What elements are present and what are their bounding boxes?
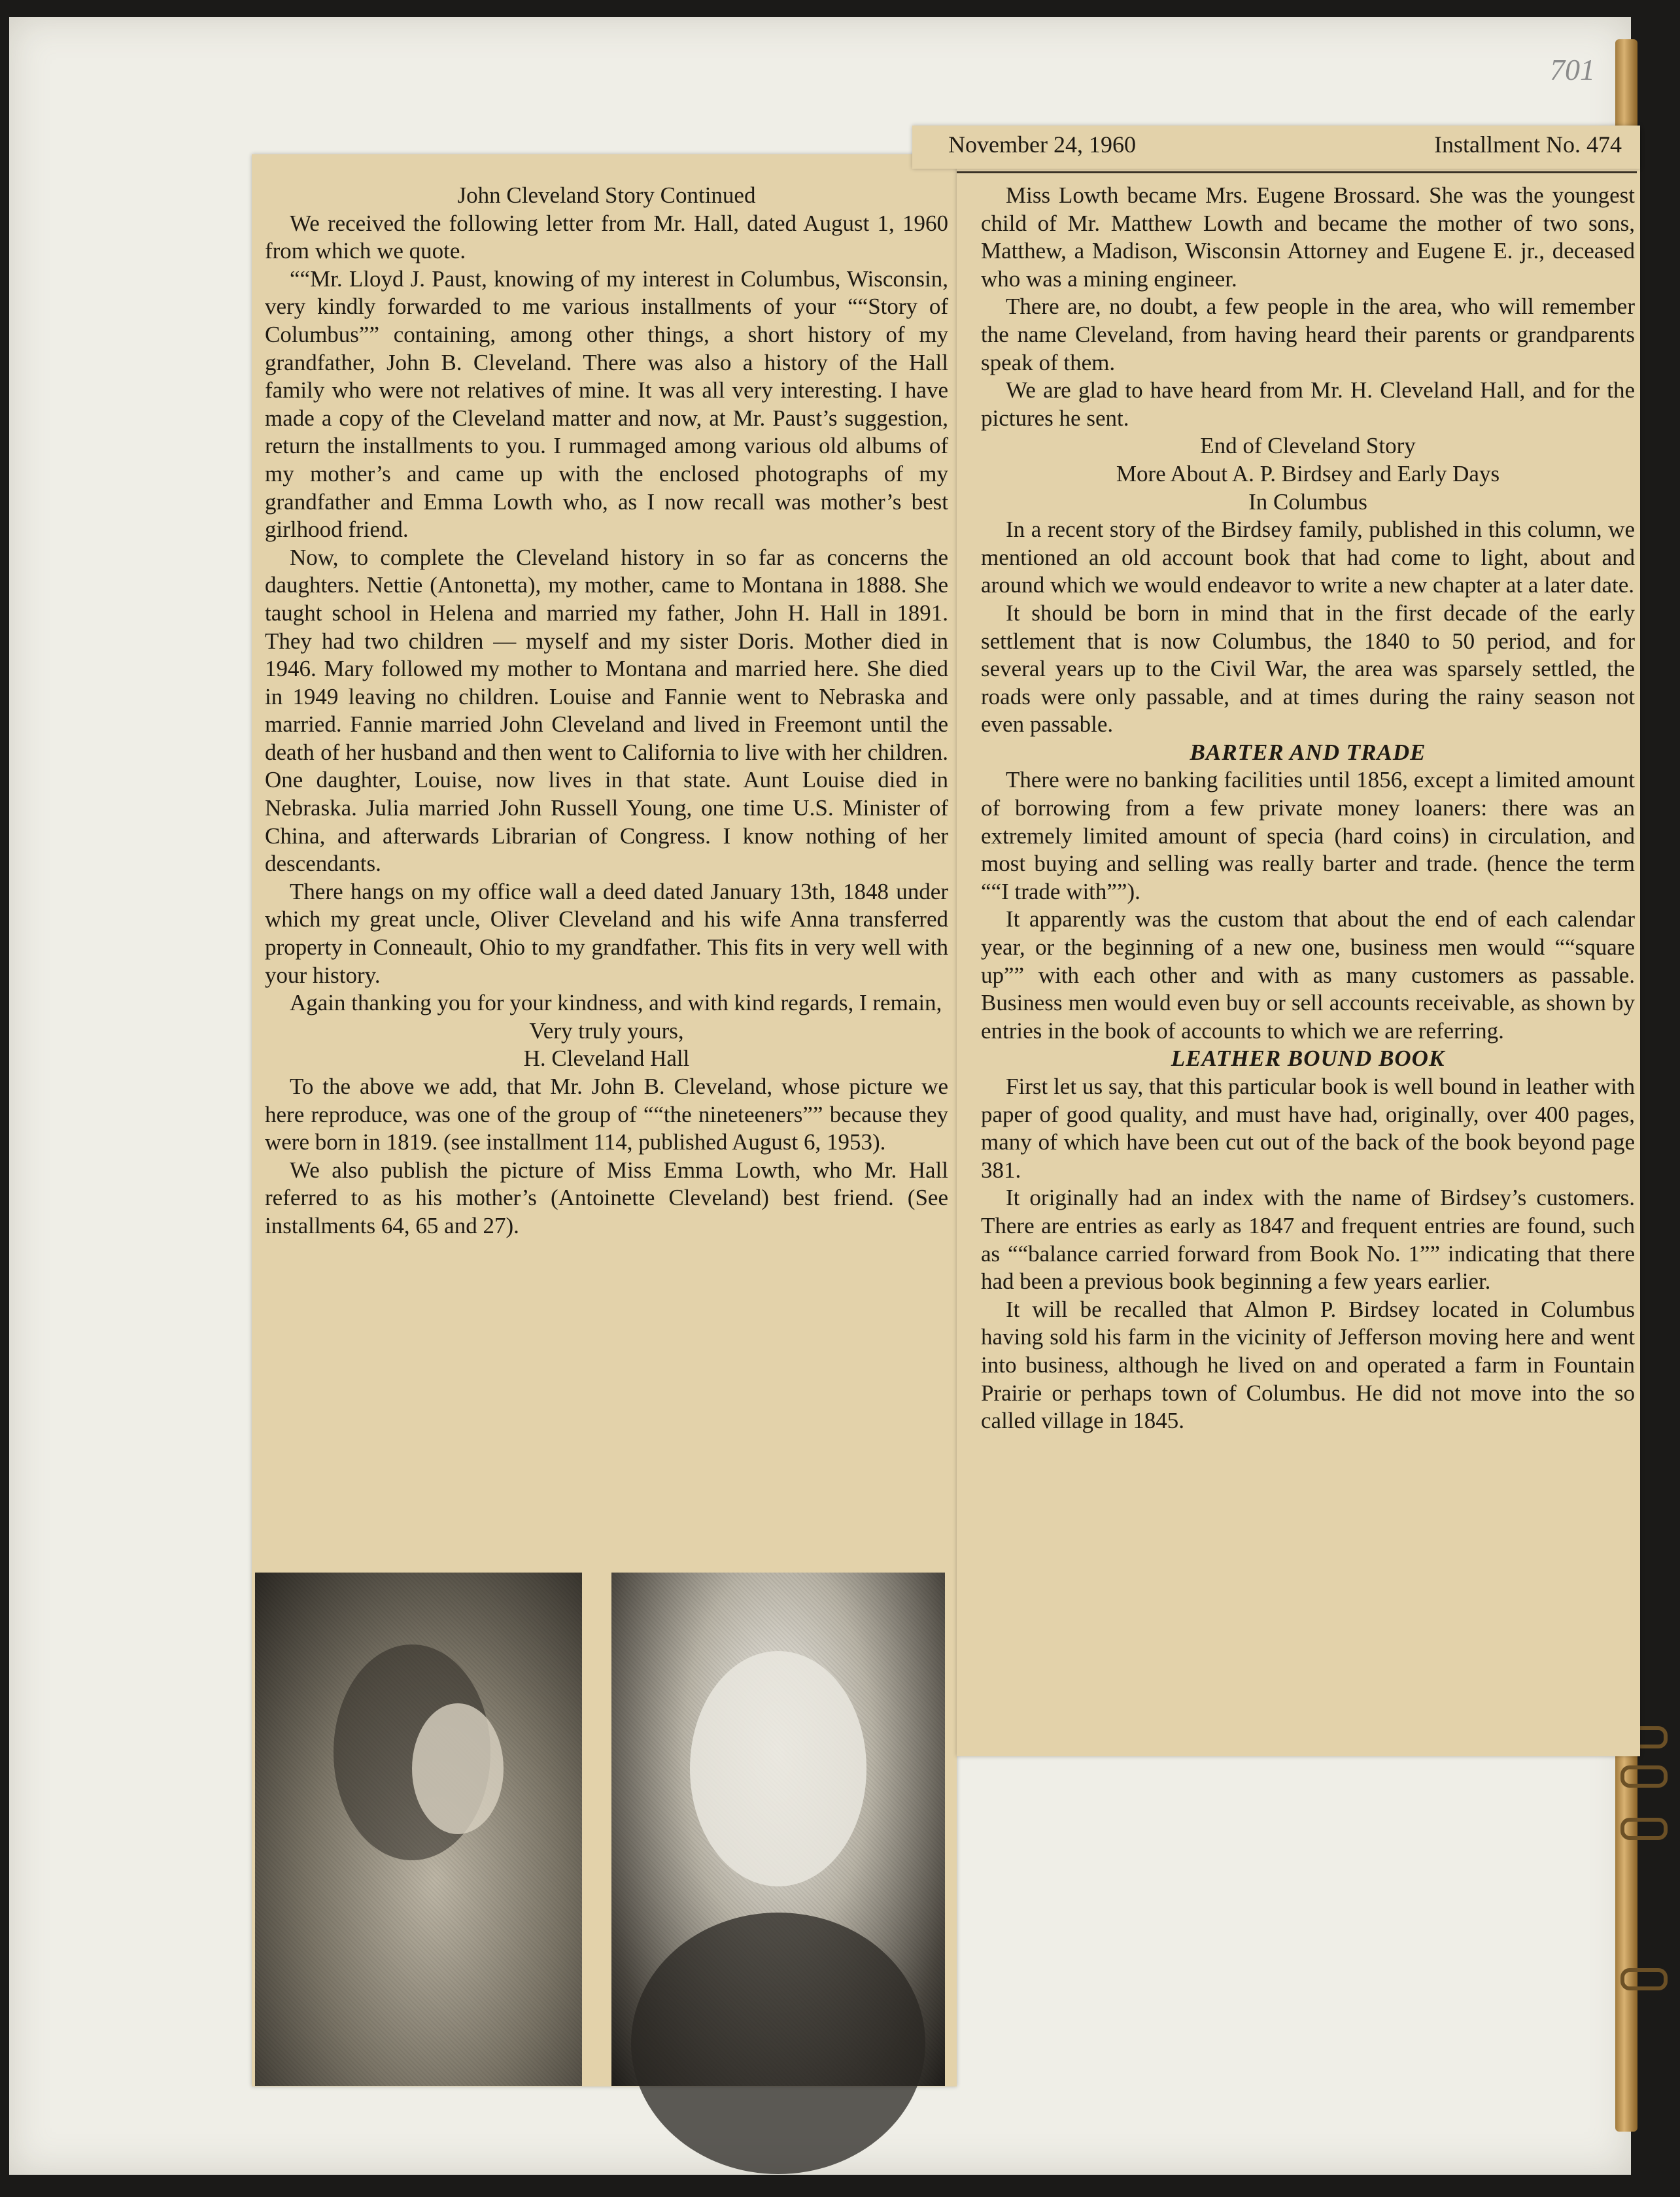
- paragraph: There are, no doubt, a few people in the area, who will remember the name Cleveland, from having heard their parents or grandparents speak of them.: [981, 294, 1635, 375]
- binder-ring: [1620, 1968, 1668, 1990]
- portrait-coat: [631, 1913, 925, 2174]
- installment-number: Installment No. 474: [1434, 131, 1622, 158]
- centered-line: End of Cleveland Story: [1200, 433, 1416, 459]
- centered-line: H. Cleveland Hall: [523, 1046, 690, 1072]
- paragraph: First let us say, that this particular book is well bound in leather with paper of good quality, and must have had, originally, over 400 pages, many of which have been cut out of the back of the book beyond page 381.: [981, 1074, 1635, 1183]
- binder-ring: [1620, 1818, 1668, 1840]
- paragraph: There were no banking facilities until 1856, except a limited amount of borrowing from a few private money loaners: there was an extremely limited amount of specia (hard coins) in circulation, and most buying and selling was really barter and trade. (hence the term ““I trade with””).: [981, 767, 1635, 904]
- paragraph: ““Mr. Lloyd J. Paust, knowing of my interest in Columbus, Wisconsin, very kindly forwarded to me various installments of your ““Story of Columbus”” containing, among other things, a short history of my grandfather, John B. Cleveland. There was also a history of the Hall family who were not relatives of mine. It was all very interesting. I have made a copy of the Cleveland matter and now, at Mr. Paust’s suggestion, return the installments to you. I rummaged among various old albums of my mother’s and came up with the enclosed photographs of my grandfather and Emma Lowth who, as I now recall was mother’s best girlhood friend.: [265, 265, 948, 543]
- photo-john-b-cleveland: [611, 1573, 945, 2086]
- centered-line: Very truly yours,: [529, 1017, 684, 1044]
- paragraph: It should be born in mind that in the first decade of the early settlement that is now Columbus, the 1840 to 50 period, and for several years up to the Civil War, the area was sparsely settled, the roads were only passable, and at times during the rainy season not even passable.: [981, 600, 1635, 738]
- dateline: [948, 131, 1628, 163]
- portrait-face: [690, 1651, 866, 1886]
- publication-date: November 24, 1960: [948, 131, 1136, 158]
- section-heading: BARTER AND TRADE: [1190, 739, 1426, 765]
- paragraph: Now, to complete the Cleveland history in so far as concerns the daughters. Nettie (Antonetta), my mother, came to Montana in 1888. She taught school in Helena and married my father, John H. Hall in 1891. They had two children — myself and my sister Doris. Mother died in 1946. Mary followed my mother to Montana and married here. She died in 1949 leaving no children. Louise and Fannie went to Nebraska and married. Fannie married John Cleveland and lived in Freemont until the death of her husband and then went to California to live with her children. One daughter, Louise, now lives in that state. Aunt Louise died in Nebraska. Julia married John Russell Young, one time U.S. Minister of China, and afterwards Librarian of Congress. I know nothing of her descendants.: [265, 544, 948, 877]
- paragraph: It will be recalled that Almon P. Birdsey located in Columbus having sold his farm in the vicinity of Jefferson moving here and went into business, although he lived on and operated a farm in Fountain Prairie or perhaps town of Columbus. He did not move into the so called village in 1845.: [981, 1296, 1635, 1434]
- paragraph: We received the following letter from Mr. Hall, dated August 1, 1960 from which we quote.: [265, 210, 948, 264]
- photo-emma-lowth: [255, 1573, 582, 2086]
- centered-line: John Cleveland Story Continued: [457, 182, 756, 208]
- paragraph: It originally had an index with the name of Birdsey’s customers. There are entries as early as 1847 and frequent entries are found, such as ““balance carried forward from Book No. 1”” indicating that there had been a previous book beginning a few years earlier.: [981, 1185, 1635, 1295]
- paragraph: It apparently was the custom that about the end of each calendar year, or the beginning of a new one, business men would ““square up”” with each other and with as many customers as passable. Business men would even buy or sell accounts receivable, as shown by entries in the book of accounts to which we are referring.: [981, 906, 1635, 1044]
- paragraph: Again thanking you for your kindness, and with kind regards, I remain,: [290, 990, 942, 1016]
- paragraph: We are glad to have heard from Mr. H. Cleveland Hall, and for the pictures he sent.: [981, 377, 1635, 431]
- binder-ring: [1620, 1765, 1668, 1788]
- paragraph: In a recent story of the Birdsey family, published in this column, we mentioned an old account book that had come to light, about and around which we would endeavor to write a new chapter at a later date.: [981, 517, 1635, 598]
- left-column: [265, 182, 948, 1240]
- paragraph: There hangs on my office wall a deed dated January 13th, 1848 under which my great uncle, Oliver Cleveland and his wife Anna transferred property in Conneault, Ohio to my grandfather. This fits in very well with your history.: [265, 878, 948, 988]
- paragraph: We also publish the picture of Miss Emma Lowth, who Mr. Hall referred to as his mother’s (Antoinette Cleveland) best friend. (See installments 64, 65 and 27).: [265, 1157, 948, 1238]
- section-heading: LEATHER BOUND BOOK: [1171, 1046, 1445, 1072]
- right-column: [981, 182, 1635, 1435]
- centered-line: In Columbus: [1248, 488, 1367, 515]
- header-rule: [957, 171, 1637, 173]
- portrait-face: [412, 1703, 504, 1834]
- paragraph: To the above we add, that Mr. John B. Cleveland, whose picture we here reproduce, was one of the group of ““the nineteeners”” because they were born in 1819. (see installment 114, published August 6, 1953).: [265, 1074, 948, 1155]
- centered-line: More About A. P. Birdsey and Early Days: [1116, 460, 1500, 486]
- paragraph: Miss Lowth became Mrs. Eugene Brossard. She was the youngest child of Mr. Matthew Lowth and became the mother of two sons, Matthew, a Madison, Wisconsin Attorney and Eugene E. jr., deceased who was a mining engineer.: [981, 182, 1635, 292]
- page-number: 701: [1550, 53, 1595, 86]
